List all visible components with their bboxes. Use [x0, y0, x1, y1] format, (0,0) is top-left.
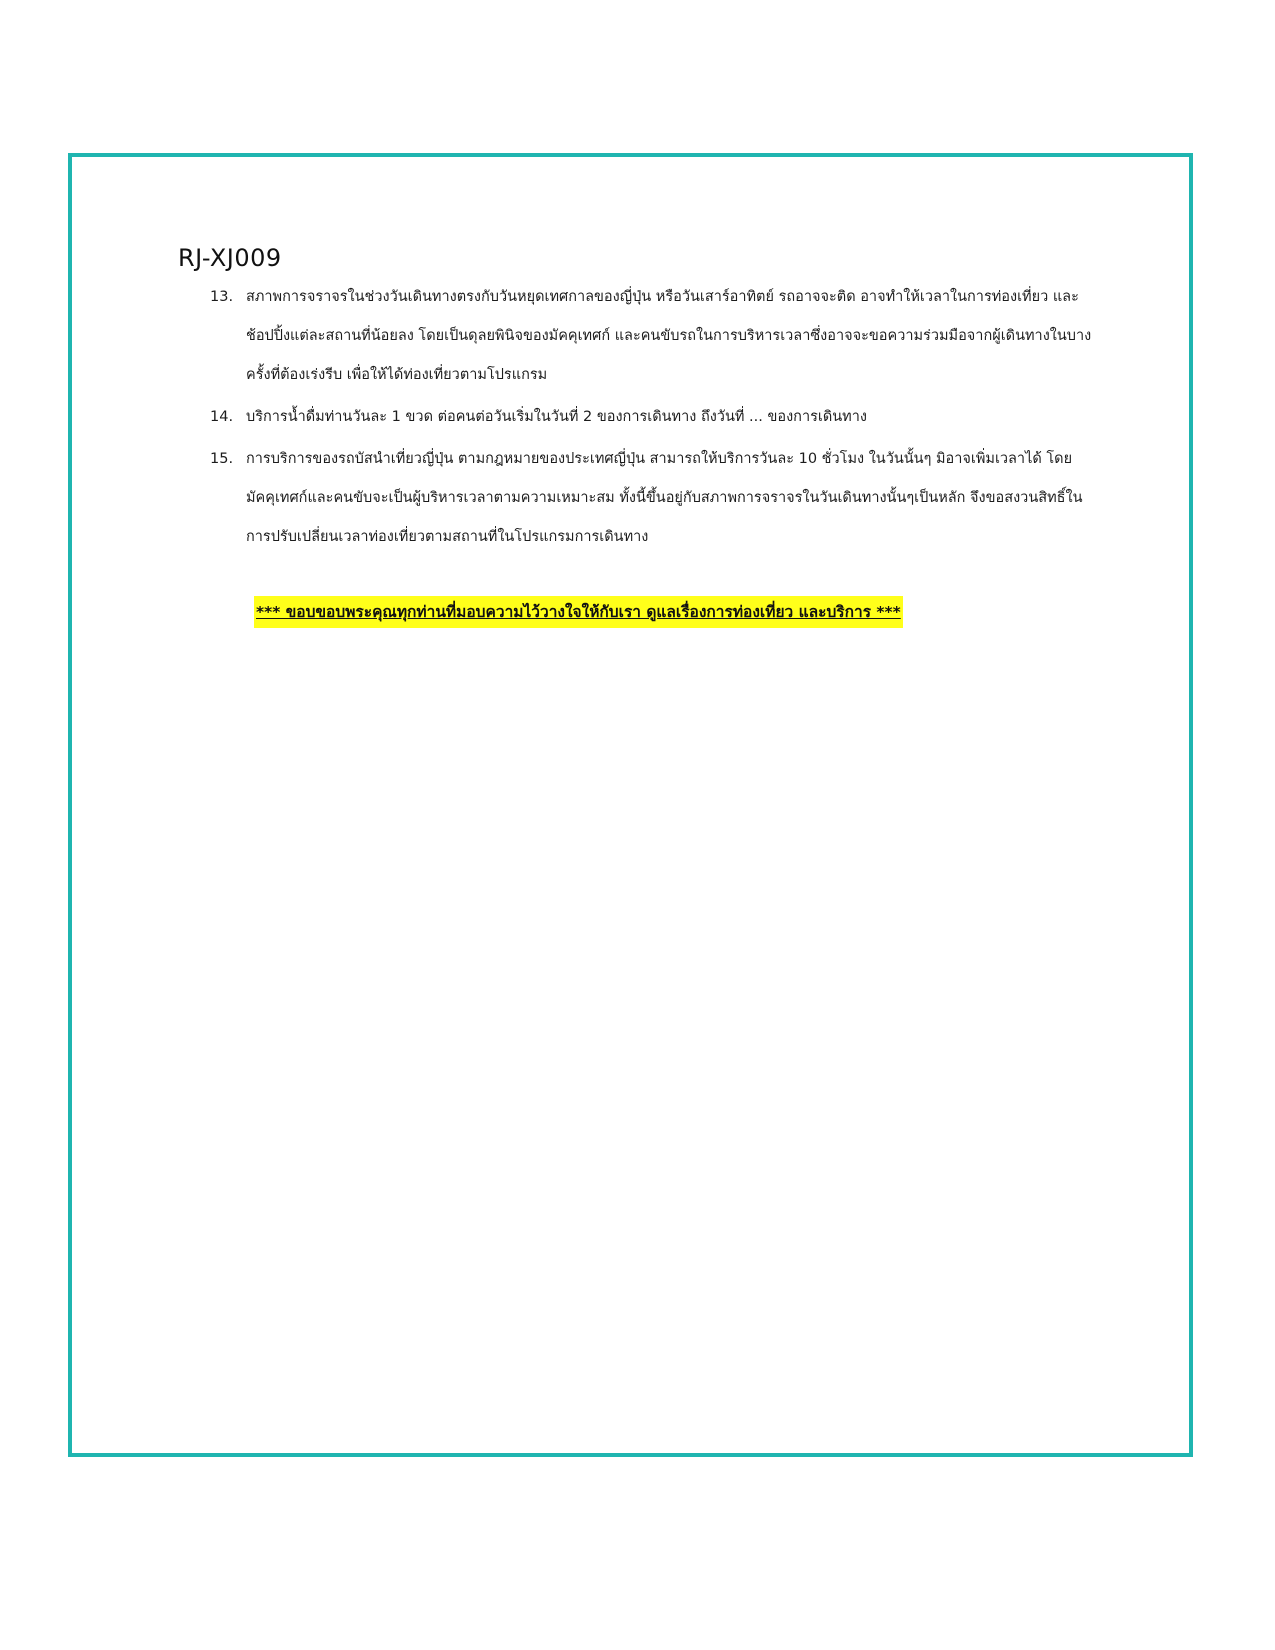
term-item-14 — [210, 398, 1100, 437]
term-item-13 — [210, 278, 1100, 395]
thank-you-highlight: *** ขอบขอบพระคุณทุกท่านที่มอบความไว้วางใจให้กับเรา ดูแลเรื่องการท่องเที่ยว และบริการ *** — [254, 596, 903, 628]
term-item-15 — [210, 440, 1100, 557]
document-code: RJ-XJ009 — [178, 244, 282, 272]
term-text: การบริการของรถบัสนำเที่ยวญี่ปุ่น ตามกฎหมายของประเทศญี่ปุ่น สามารถให้บริการวันละ 10 ชั่วโมง ในวันนั้นๆ มิอาจเพิ่มเวลาได้ โดยมัคคุเทศก์และคนขับจะเป็นผู้บริหารเวลาตามความเหมาะสม ทั้งนี้ขึ้นอยู่กับสภาพการจราจรในวันเดินทางนั้นๆเป็นหลัก จึงขอสงวนสิทธิ์ในการปรับเปลี่ยนเวลาท่องเที่ยวตามสถานที่ในโปรแกรมการเดินทาง — [246, 451, 1083, 545]
terms-list — [210, 278, 1100, 560]
term-text: สภาพการจราจรในช่วงวันเดินทางตรงกับวันหยุดเทศกาลของญี่ปุ่น หรือวันเสาร์อาทิตย์ รถอาจจะติด อาจทำให้เวลาในการท่องเที่ยว และช้อปปิ้งแต่ละสถานที่น้อยลง โดยเป็นดุลยพินิจของมัคคุเทศก์ และคนขับรถในการบริหารเวลาซึ่งอาจจะขอความร่วมมือจากผู้เดินทางในบางครั้งที่ต้องเร่งรีบ เพื่อให้ได้ท่องเที่ยวตามโปรแกรม — [246, 289, 1092, 383]
term-number: 13. — [210, 289, 234, 305]
term-number: 14. — [210, 409, 234, 425]
term-text: บริการน้ำดื่มท่านวันละ 1 ขวด ต่อคนต่อวันเริ่มในวันที่ 2 ของการเดินทาง ถึงวันที่ ... ของการเดินทาง — [246, 409, 867, 425]
term-number: 15. — [210, 451, 234, 467]
